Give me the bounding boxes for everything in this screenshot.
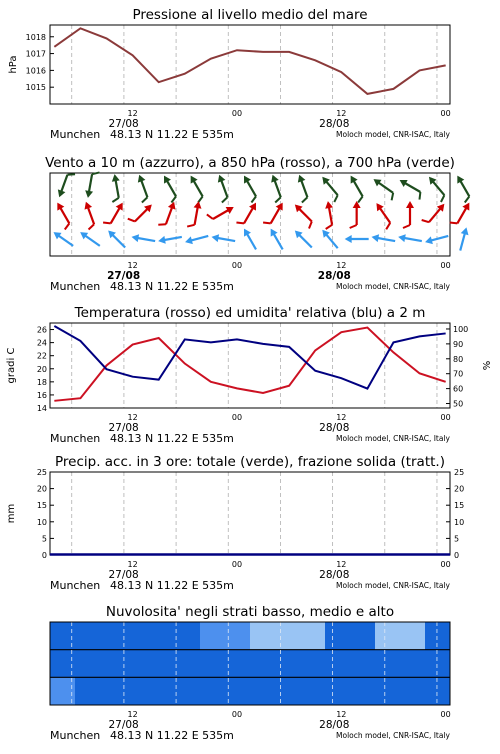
- cloud-cell: [425, 622, 451, 650]
- cloud-cell: [225, 622, 251, 650]
- cloud-cell: [125, 650, 151, 678]
- y-right-tick-label: 15: [454, 501, 464, 510]
- y-tick-label: 20: [37, 365, 47, 374]
- y-tick-label: 22: [37, 352, 47, 361]
- plot-area: [50, 25, 450, 104]
- x-tick-label: 00: [441, 710, 451, 719]
- y-right-tick-label: 0: [454, 551, 459, 560]
- date-label: 27/08: [108, 569, 138, 581]
- x-tick-label: 00: [232, 710, 242, 719]
- x-tick-label: 12: [336, 560, 346, 569]
- cloud-cell: [275, 677, 301, 705]
- cloud-cell: [100, 650, 126, 678]
- cloud-cell: [325, 677, 351, 705]
- station-coords: 48.13 N 11.22 E 535m: [110, 432, 234, 445]
- y-axis-label: hPa: [8, 55, 19, 73]
- cloud-cell: [225, 650, 251, 678]
- x-tick-label: 12: [336, 109, 346, 118]
- cloud-cell: [400, 650, 426, 678]
- model-credit: Moloch model, CNR-ISAC, Italy: [336, 731, 451, 740]
- cloud-cell: [300, 622, 326, 650]
- cloud-cell: [150, 650, 176, 678]
- cloud-cell: [225, 677, 251, 705]
- station-name: Munchen: [50, 432, 100, 445]
- cloud-cell: [350, 650, 376, 678]
- model-credit: Moloch model, CNR-ISAC, Italy: [336, 282, 451, 291]
- wind-head: [461, 226, 471, 235]
- plot-area: [50, 472, 450, 555]
- y-tick-label: 25: [37, 468, 47, 477]
- cloud-cell: [375, 677, 401, 705]
- model-credit: Moloch model, CNR-ISAC, Italy: [336, 130, 451, 139]
- x-tick-label: 00: [232, 109, 242, 118]
- y-right-tick-label: 20: [454, 485, 464, 494]
- x-tick-label: 00: [232, 261, 242, 270]
- y-tick-label: 14: [37, 404, 47, 413]
- station-coords: 48.13 N 11.22 E 535m: [110, 128, 234, 141]
- station-name: Munchen: [50, 128, 100, 141]
- cloud-cell: [175, 622, 201, 650]
- x-tick-label: 12: [336, 261, 346, 270]
- x-tick-label: 12: [128, 261, 138, 270]
- y-tick-label: 1016: [26, 66, 46, 75]
- cloud-cell: [75, 650, 101, 678]
- y-right-tick-label: 70: [453, 370, 463, 379]
- cloud-cell: [125, 622, 151, 650]
- cloud-cell: [200, 650, 226, 678]
- cloud-cell: [275, 622, 301, 650]
- date-label: 28/08: [318, 270, 351, 282]
- y-right-tick-label: 60: [453, 385, 463, 394]
- y-tick-label: 1018: [26, 33, 46, 42]
- x-tick-label: 00: [441, 413, 451, 422]
- date-label: 27/08: [108, 422, 138, 434]
- y-tick-label: 1017: [26, 50, 46, 59]
- y-tick-label: 0: [42, 551, 47, 560]
- cloud-cell: [100, 677, 126, 705]
- y-right-tick-label: 90: [453, 340, 463, 349]
- x-tick-label: 00: [441, 261, 451, 270]
- plot-area: [50, 323, 450, 408]
- date-label: 28/08: [319, 422, 349, 434]
- x-tick-label: 12: [128, 413, 138, 422]
- cloud-cell: [375, 622, 401, 650]
- station-name: Munchen: [50, 280, 100, 293]
- cloud-cell: [150, 677, 176, 705]
- cloud-cell: [250, 650, 276, 678]
- cloud-cell: [325, 650, 351, 678]
- wind-head: [462, 201, 472, 211]
- y-right-tick-label: 80: [453, 355, 463, 364]
- y-right-tick-label: 25: [454, 468, 464, 477]
- panel-title: Pressione al livello medio del mare: [132, 7, 367, 23]
- x-tick-label: 00: [441, 560, 451, 569]
- x-tick-label: 12: [128, 560, 138, 569]
- model-credit: Moloch model, CNR-ISAC, Italy: [336, 434, 451, 443]
- y-tick-label: 26: [37, 326, 47, 335]
- wind-barb: [463, 196, 471, 202]
- cloud-cell: [175, 677, 201, 705]
- cloud-cell: [375, 650, 401, 678]
- date-label: 27/08: [108, 118, 138, 130]
- x-tick-label: 12: [336, 710, 346, 719]
- station-name: Munchen: [50, 729, 100, 742]
- x-tick-label: 00: [441, 109, 451, 118]
- y-right-tick-label: 5: [454, 534, 459, 543]
- x-tick-label: 00: [232, 560, 242, 569]
- panel-title: Temperatura (rosso) ed umidita' relativa (blu) a 2 m: [74, 305, 426, 321]
- cloud-cell: [400, 677, 426, 705]
- cloud-cell: [300, 677, 326, 705]
- wind-arrow: [456, 226, 470, 251]
- cloud-cell: [350, 622, 376, 650]
- cloud-cell: [250, 677, 276, 705]
- date-label: 27/08: [107, 270, 140, 282]
- cloud-cell: [200, 677, 226, 705]
- cloud-cell: [250, 622, 276, 650]
- x-tick-label: 12: [128, 109, 138, 118]
- cloud-cell: [75, 622, 101, 650]
- model-credit: Moloch model, CNR-ISAC, Italy: [336, 581, 451, 590]
- cloud-cell: [75, 677, 101, 705]
- x-tick-label: 12: [128, 710, 138, 719]
- y-right-tick-label: 100: [453, 325, 468, 334]
- station-coords: 48.13 N 11.22 E 535m: [110, 729, 234, 742]
- station-name: Munchen: [50, 579, 100, 592]
- cloud-cell: [275, 650, 301, 678]
- station-coords: 48.13 N 11.22 E 535m: [110, 579, 234, 592]
- x-tick-label: 00: [232, 413, 242, 422]
- date-label: 28/08: [319, 569, 349, 581]
- cloud-cell: [300, 650, 326, 678]
- wind-arrow: [451, 174, 474, 203]
- station-coords: 48.13 N 11.22 E 535m: [110, 280, 234, 293]
- y-right-tick-label: 10: [454, 518, 464, 527]
- cloud-cell: [400, 622, 426, 650]
- date-label: 28/08: [319, 118, 349, 130]
- cloud-cell: [175, 650, 201, 678]
- y-tick-label: 16: [37, 391, 47, 400]
- cloud-cell: [425, 650, 451, 678]
- y-right-axis-label: %: [482, 361, 493, 371]
- wind-head: [454, 174, 464, 184]
- cloud-cell: [125, 677, 151, 705]
- cloud-cell: [150, 622, 176, 650]
- panel-title: Vento a 10 m (azzurro), a 850 hPa (rosso), a 700 hPa (verde): [45, 155, 455, 171]
- y-tick-label: 10: [37, 518, 47, 527]
- cloud-cell: [100, 622, 126, 650]
- cloud-cell: [200, 622, 226, 650]
- wind-arrow: [450, 199, 473, 228]
- y-tick-label: 20: [37, 485, 47, 494]
- cloud-cell: [325, 622, 351, 650]
- date-label: 28/08: [319, 719, 349, 731]
- date-label: 27/08: [108, 719, 138, 731]
- y-tick-label: 15: [37, 501, 47, 510]
- cloud-cell: [350, 677, 376, 705]
- y-tick-label: 18: [37, 378, 47, 387]
- y-axis-label: gradi C: [6, 348, 17, 384]
- y-right-tick-label: 50: [453, 400, 463, 409]
- panel-title: Nuvolosita' negli strati basso, medio e alto: [106, 604, 394, 620]
- cloud-cell: [425, 677, 451, 705]
- y-tick-label: 24: [37, 339, 47, 348]
- y-axis-label: mm: [6, 504, 17, 523]
- panel-title: Precip. acc. in 3 ore: totale (verde), frazione solida (tratt.): [55, 454, 445, 470]
- x-tick-label: 12: [336, 413, 346, 422]
- y-tick-label: 5: [42, 534, 47, 543]
- wind-barb: [450, 220, 458, 226]
- y-tick-label: 1015: [26, 83, 46, 92]
